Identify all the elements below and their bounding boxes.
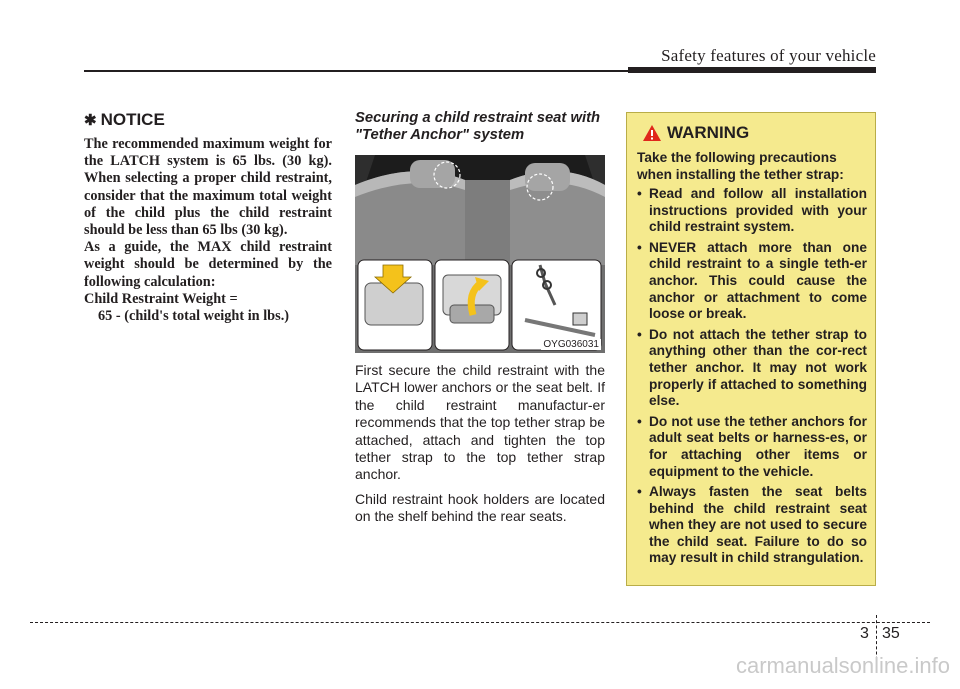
warning-item: • Do not use the tether anchors for adult seat belts or harness-es, or for attaching other items or equipment to the vehicle. <box>637 414 867 480</box>
warning-item: • NEVER attach more than one child restraint to a single teth-er anchor. This could cause the anchor or attachment to come loose or break. <box>637 240 867 323</box>
tether-anchor-figure <box>355 155 605 353</box>
footer-rule <box>30 622 930 623</box>
warning-title: WARNING <box>667 123 750 142</box>
notice-box <box>84 110 332 325</box>
section-paragraph-2: Child restraint hook holders are located on the shelf behind the rear seats. <box>355 490 605 525</box>
rear-seat-illustration <box>355 155 605 353</box>
warning-item: • Always fasten the seat belts behind the child restraint seat when they are not used to secure the child seat. Failure to do so may result in child strangulation. <box>637 484 867 567</box>
notice-calc-formula: 65 - (child's total weight in lbs.) <box>98 308 290 325</box>
notice-heading <box>84 110 332 130</box>
page-number: 35 <box>882 625 900 642</box>
section-paragraph-1: First secure the child restraint with the LATCH lower anchors or the seat belt. If the child restraint manufactur-er recommends that the top tether strap be attached, attach and tighten the top tether strap to the top tether strap anchor. <box>355 362 605 483</box>
watermark: carmanualsonline.info <box>735 653 950 678</box>
section-heading: Securing a child restraint seat with "Tether Anchor" system <box>355 110 601 143</box>
warning-box <box>626 112 876 586</box>
warning-item: • Do not attach the tether strap to anything other than the cor-rect tether anchor. It may not work properly if attached to something else. <box>637 327 867 410</box>
warning-triangle-icon <box>643 125 661 141</box>
warning-list <box>637 186 867 567</box>
header-rule-accent <box>628 67 876 73</box>
notice-body: The recommended maximum weight for the LATCH system is 65 lbs. (30 kg). When selecting a proper child restraint, consider that the maximum total weight of the child plus the child restraint should be less than 65 lbs (30 kg). <box>84 136 332 239</box>
warning-item: • Read and follow all installation instructions provided with your child restraint system. <box>637 186 867 236</box>
section-title: Safety features of your vehicle <box>661 46 876 65</box>
figure-code: OYG036031 <box>543 339 599 350</box>
notice-title: NOTICE <box>100 110 165 129</box>
chapter-number: 3 <box>860 625 869 642</box>
notice-cross-icon: ✱ <box>84 112 97 129</box>
section-body <box>355 362 605 533</box>
warning-intro: Take the following precautions when installing the tether strap: <box>637 150 844 182</box>
notice-calc-label: Child Restraint Weight = <box>84 290 238 307</box>
notice-guide: As a guide, the MAX child restraint weight should be determined by the following calculation: <box>84 239 332 290</box>
warning-heading <box>643 123 867 143</box>
